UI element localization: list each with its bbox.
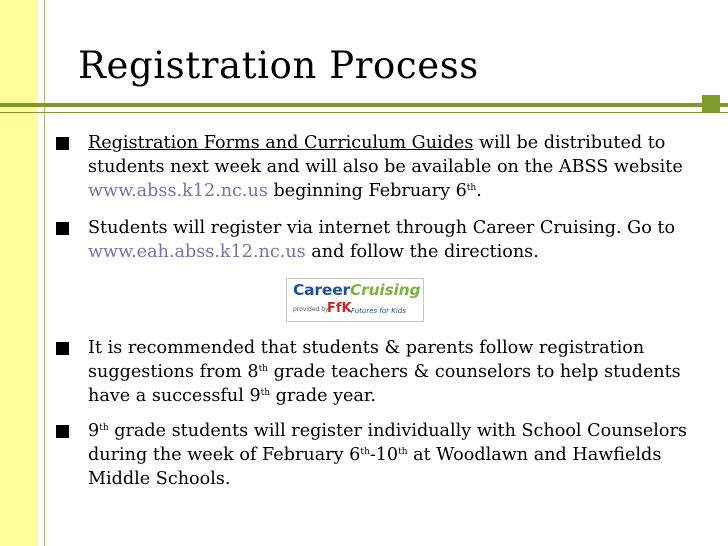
abss-website-link[interactable]: www.abss.k12.nc.us (88, 181, 268, 201)
bullet-text: grade teachers & counselors to help students have a successful 9 (88, 362, 681, 406)
bullet-text: Students will register via internet through Career Cruising. Go to (88, 218, 676, 238)
bullet-text: beginning February 6 (267, 181, 467, 201)
ordinal-suffix: th (99, 423, 109, 433)
ordinal-suffix: th (360, 447, 370, 457)
square-bullet-icon (56, 342, 69, 355)
career-cruising-logo (286, 278, 424, 322)
bullet-text: grade year. (270, 386, 376, 406)
ordinal-suffix: th (466, 183, 477, 193)
bullet-text: -10 (369, 445, 399, 465)
logo-tagline: Futures for Kids (351, 307, 406, 315)
bullet-item-counselors (56, 419, 716, 491)
bullet-text: It is recommended that students & parents follow registration suggestions from 8 (88, 338, 645, 382)
square-bullet-icon (56, 425, 69, 438)
bullet-text: . (476, 181, 482, 201)
square-bullet-icon (56, 222, 69, 235)
eah-website-link[interactable]: www.eah.abss.k12.nc.us (88, 242, 306, 262)
title-rule-thick (0, 103, 728, 107)
bullet-item-distribution (56, 131, 716, 203)
bullet-item-career-cruising (56, 216, 716, 264)
slide-title: Registration Process (78, 44, 479, 87)
bullet-text: and follow the directions. (305, 242, 539, 262)
logo-wordmark: CareerCruising (293, 281, 421, 299)
logo-provided-by: provided by (293, 306, 329, 313)
bullet-text: grade students will register individually with School Counselors during the week of February 6 (88, 421, 687, 465)
bullet-list (56, 131, 716, 491)
title-rule-thin (0, 112, 728, 113)
forms-link[interactable]: Registration Forms and Curriculum Guides (88, 133, 474, 153)
logo-row (56, 270, 716, 330)
bullet-item-recommendation (56, 336, 716, 408)
vertical-rule (44, 0, 45, 546)
square-bullet-icon (56, 137, 69, 150)
accent-side-bar (0, 0, 38, 546)
ordinal-suffix: th (260, 388, 271, 398)
bullet-text: at Woodlawn and Hawfields Middle Schools. (88, 445, 662, 489)
bullet-text: 9 (88, 421, 100, 441)
ordinal-suffix: th (258, 364, 268, 374)
ordinal-suffix: th (398, 447, 408, 457)
bullet-text: will be distributed to students next week and will also be available on the ABSS website (88, 133, 683, 177)
corner-square-decoration (702, 95, 720, 113)
ffk-logo-mark: FfK (327, 301, 352, 316)
